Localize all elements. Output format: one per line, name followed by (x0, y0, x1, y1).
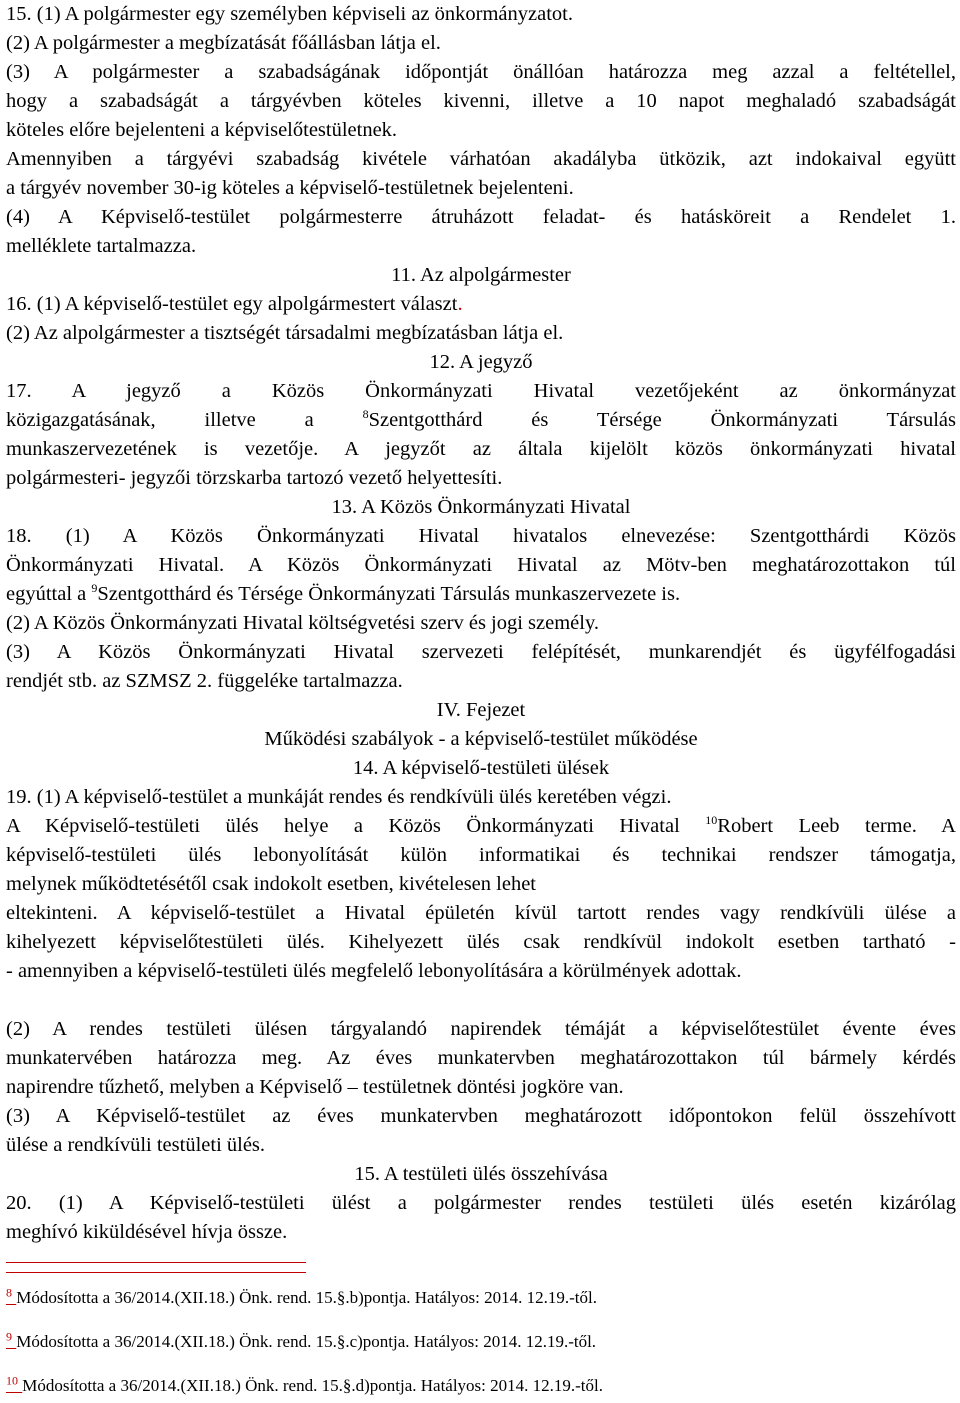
chapter-heading: IV. Fejezet (436, 699, 526, 721)
footnote-10-text: Módosította a 36/2014.(XII.18.) Önk. rend. 15.§.d)pontja. Hatályos: 2014. 12.19.-től. (22, 1376, 604, 1395)
paragraph-18-1-line3 (6, 580, 956, 609)
paragraph-18-1-line2: Önkormányzati Hivatal. A Közös Önkormányzati Hivatal az Mötv-ben meghatározottakon túl (6, 554, 956, 576)
paragraph-19-2-line3: napirendre tűzhető, melyben a Képviselő – testületnek döntési jogköre van. (6, 1076, 624, 1098)
footnote-9-mark[interactable]: 9 (6, 1329, 12, 1344)
paragraph-20-1-line1: 20. (1) A Képviselő-testületi ülést a polgármester rendes testületi ülés esetén kizárólag (6, 1192, 956, 1214)
footnote-8 (6, 1286, 956, 1310)
chapter-subheading: Működési szabályok - a képviselő-testület működése (264, 728, 698, 750)
footnote-10-mark[interactable]: 10 (6, 1373, 18, 1388)
paragraph-18-1-line1: 18. (1) A Közös Önkormányzati Hivatal hivatalos elnevezése: Szentgotthárdi Közös (6, 525, 956, 547)
footnote-9-text: Módosította a 36/2014.(XII.18.) Önk. rend. 15.§.c)pontja. Hatályos: 2014. 12.19.-től. (16, 1332, 597, 1351)
paragraph-19-3-line2: ülése a rendkívüli testületi ülés. (6, 1134, 266, 1156)
paragraph-19-1-line2-a: A Képviselő-testületi ülés helye a Közös Önkormányzati Hivatal (6, 815, 680, 837)
footnote-separator (6, 1262, 306, 1263)
paragraph-20-1-line2: meghívó kiküldésével hívja össze. (6, 1221, 288, 1243)
paragraph-19-1-line7: - amennyiben a képviselő-testületi ülés megfelelő lebonyolítására a körülmények adottak. (6, 960, 742, 982)
footnote-9 (6, 1330, 956, 1354)
paragraph-19-1: 19. (1) A képviselő-testület a munkáját rendes és rendkívüli ülés keretében végzi. (6, 786, 672, 808)
paragraph-18-3-line1: (3) A Közös Önkormányzati Hivatal szervezeti felépítését, munkarendjét és ügyfélfogadási (6, 641, 956, 663)
footnote-8-mark[interactable]: 8 (6, 1285, 12, 1300)
paragraph-18-1-line3-a: egyúttal a (6, 583, 87, 605)
paragraph-15-4-line2: melléklete tartalmazza. (6, 235, 197, 257)
footnote-8-text: Módosította a 36/2014.(XII.18.) Önk. rend. 15.§.b)pontja. Hatályos: 2014. 12.19.-től. (16, 1288, 598, 1307)
red-period: . (457, 293, 463, 315)
footnote-separator-2 (6, 1272, 306, 1273)
paragraph-19-1-line2 (6, 812, 956, 841)
paragraph-19-2-line2: munkatervében határozza meg. Az éves munkatervben meghatározottakon túl bármely kérdés (6, 1047, 956, 1069)
paragraph-19-1-line3: képviselő-testületi ülés lebonyolítását külön informatikai és technikai rendszer támogatja, (6, 844, 956, 866)
paragraph-19-1-line6: kihelyezett képviselőtestületi ülés. Kihelyezett ülés csak rendkívül indokolt esetben tartható - (6, 931, 956, 953)
paragraph-15-3-line5: a tárgyév november 30-ig köteles a képviselő-testületnek bejelenteni. (6, 177, 574, 199)
paragraph-16-1 (6, 290, 956, 319)
paragraph-17-line2-a: közigazgatásának, illetve a (6, 409, 314, 431)
paragraph-17-line2-b: Szentgotthárd és Térsége Önkormányzati Társulás (368, 409, 957, 431)
paragraph-15-4-line1: (4) A Képviselő-testület polgármesterre átruházott feladat- és hatásköreit a Rendelet 1. (6, 206, 956, 228)
footnote-ref-8[interactable]: 8 (362, 407, 369, 422)
section-heading-13: 13. A Közös Önkormányzati Hivatal (331, 496, 631, 518)
footnote-ref-10[interactable]: 10 (705, 813, 718, 828)
paragraph-15-1: 15. (1) A polgármester egy személyben képviseli az önkormányzatot. (6, 3, 573, 25)
paragraph-16-2: (2) Az alpolgármester a tisztségét társadalmi megbízatásban látja el. (6, 322, 564, 344)
paragraph-15-2: (2) A polgármester a megbízatását főállásban látja el. (6, 32, 441, 54)
paragraph-19-2-line1: (2) A rendes testületi ülésen tárgyalandó napirendek témáját a képviselőtestület évente éves (6, 1018, 956, 1040)
paragraph-19-1-line4: melynek működtetésétől csak indokolt esetben, kivételesen lehet (6, 873, 536, 895)
section-heading-14: 14. A képviselő-testületi ülések (352, 757, 610, 779)
paragraph-17-line2 (6, 406, 956, 435)
footnote-ref-9[interactable]: 9 (91, 581, 98, 596)
paragraph-17-line4: polgármesteri- jegyzői törzskarba tartozó vezető helyettesíti. (6, 467, 503, 489)
paragraph-17-line3: munkaszervezetének is vezetője. A jegyzőt az általa kijelölt közös önkormányzati hivatal (6, 438, 956, 460)
paragraph-15-3-line1: (3) A polgármester a szabadságának időpontját önállóan határozza meg azzal a feltétellel, (6, 61, 956, 83)
section-heading-11: 11. Az alpolgármester (391, 264, 571, 286)
paragraph-19-1-line2-b: Robert Leeb terme. A (717, 815, 956, 837)
paragraph-18-3-line2: rendjét stb. az SZMSZ 2. függeléke tartalmazza. (6, 670, 403, 692)
paragraph-18-2: (2) A Közös Önkormányzati Hivatal költségvetési szerv és jogi személy. (6, 612, 600, 634)
paragraph-16-1-text: 16. (1) A képviselő-testület egy alpolgármestert választ (6, 293, 458, 315)
paragraph-19-1-line5: eltekinteni. A képviselő-testület a Hivatal épületén kívül tartott rendes vagy rendkívüli ülése a (6, 902, 956, 924)
paragraph-15-3-line2: hogy a szabadságát a tárgyévben köteles kivenni, illetve a 10 napot meghaladó szabadságát (6, 90, 956, 112)
paragraph-15-3-line4: Amennyiben a tárgyévi szabadság kivétele várhatóan akadályba ütközik, azt indokaival együtt (6, 148, 956, 170)
section-heading-12: 12. A jegyző (429, 351, 533, 373)
paragraph-19-3-line1: (3) A Képviselő-testület az éves munkatervben meghatározott időpontokon felül összehívott (6, 1105, 956, 1127)
footnote-10 (6, 1374, 956, 1398)
paragraph-15-3-line3: köteles előre bejelenteni a képviselőtestületnek. (6, 119, 398, 141)
section-heading-15: 15. A testületi ülés összehívása (354, 1163, 608, 1185)
paragraph-18-1-line3-b: Szentgotthárd és Térsége Önkormányzati Társulás munkaszervezete is. (97, 583, 681, 605)
paragraph-17-line1: 17. A jegyző a Közös Önkormányzati Hivatal vezetőjeként az önkormányzat (6, 380, 956, 402)
